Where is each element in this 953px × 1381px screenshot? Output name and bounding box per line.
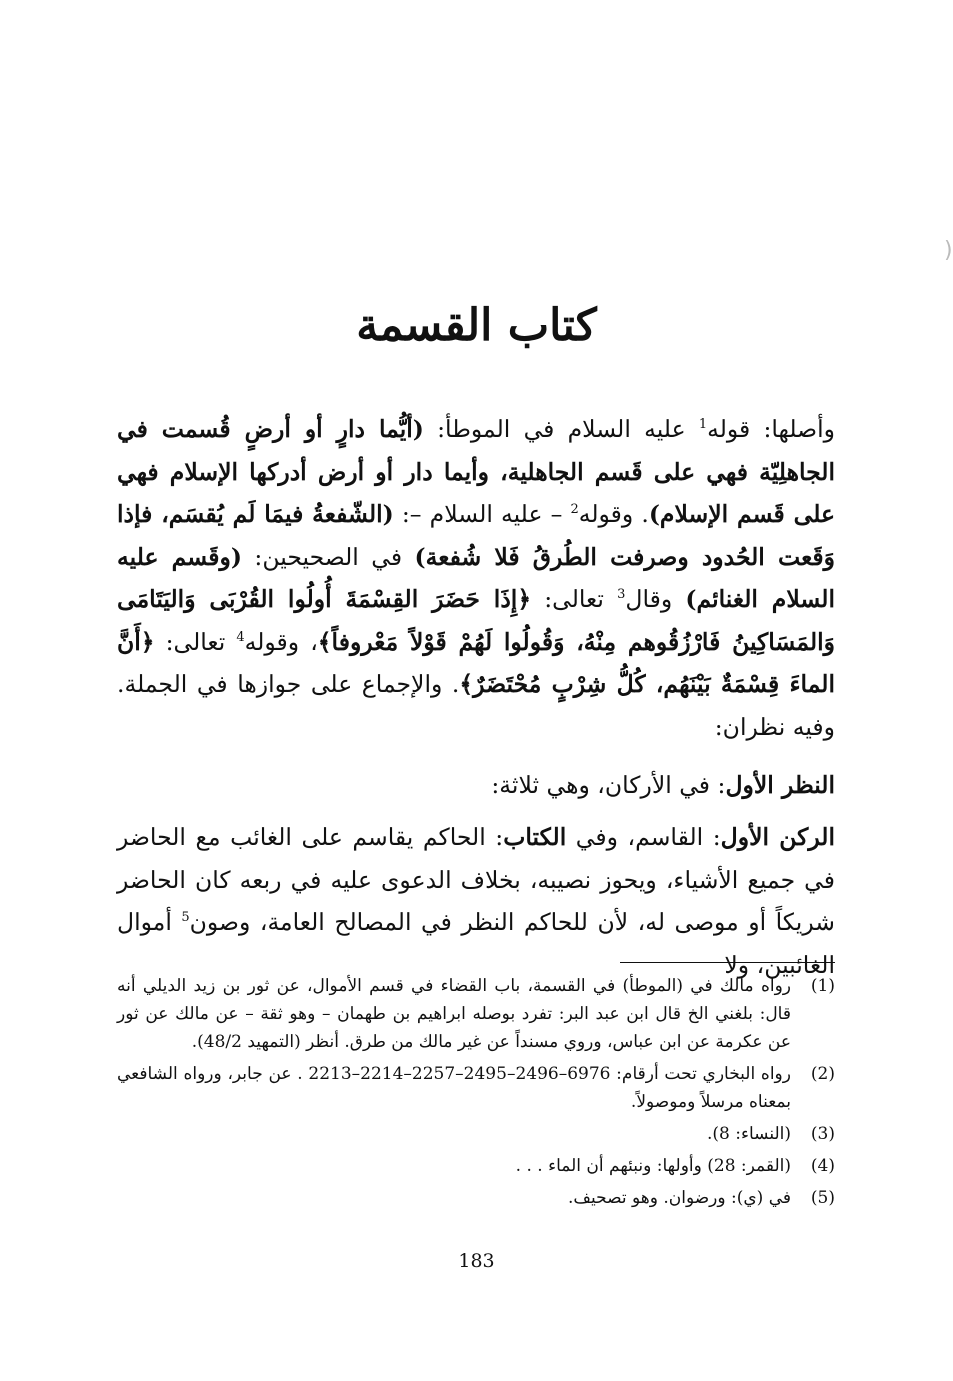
footnote-item	[117, 972, 835, 1056]
pillar-heading: الركن الأول	[720, 823, 835, 851]
footnote-text: رواه البخاري تحت أرقام: 6976–2496–2495–2257–2214–2213 . عن جابر، ورواه الشافعي بمعناه مرسلاً وموصولاً.	[117, 1064, 791, 1112]
intro-text: عليه السلام في الموطأ:	[423, 415, 699, 443]
intro-text: في الصحيحين:	[241, 542, 415, 571]
footnote-divider	[620, 962, 835, 963]
pillar-paragraph	[117, 816, 835, 986]
quran-verse: ﴿إِذَا حَضَرَ القِسْمَةَ أُولُوا القُرْبَى وَاليَتَامَى وَالمَسَاكِينُ فَارْزُقُوهم مِنْهُ، وَقُولُوا لَهُمْ قَوْلاً مَعْروفاً﴾	[117, 585, 835, 656]
footnote-number: (3)	[810, 1124, 835, 1144]
intro-text: وقال	[625, 585, 686, 613]
footnote-number: (1)	[810, 976, 835, 996]
footnotes	[117, 972, 835, 1216]
intro-text: . والإجماع على جوازها في الجملة. وفيه نظران:	[117, 670, 835, 741]
footnote-item	[117, 1152, 835, 1180]
footnote-ref-4: 4	[236, 629, 245, 645]
footnote-text: رواه مالك في (الموطأ) في القسمة، باب القضاء في قسم الأموال، عن ثور بن زيد الديلي أنه قال: بلغني الخ قال ابن عبد البر: تفرد بوصله ابراهيم بن طهمان – وهو ثقة – عن مالك عن ثور عن عكرمة عن ابن عباس، وروي مسنداً عن غير مالك من طرق. أنظر (التمهيد 48/2).	[117, 976, 791, 1052]
intro-text: – عليه السلام –:	[393, 500, 571, 528]
footnote-number: (2)	[810, 1064, 835, 1084]
intro-text: تعالى:	[154, 627, 237, 656]
pillar-text: أموال الغائبين، ولا	[117, 908, 835, 979]
section-heading: النظر الأول	[725, 771, 835, 799]
page-number: 183	[458, 1250, 495, 1272]
intro-text: ، وقوله	[244, 627, 318, 656]
hadith-quote: (أيُّما دارٍ أو أرضٍ قُسمت في الجاهلِيّة فهي على قَسم الجاهلية، وأيما دار أو أرض أدركها الإسلام فهي على قَسم الإسلام)	[117, 415, 835, 528]
pillar-text: : القاسم، وفي	[566, 823, 721, 851]
hadith-quote: (وقَسم عليه السلام الغنائم)	[117, 542, 835, 613]
intro-text: . وقوله	[578, 500, 649, 528]
intro-text: وأصلها: قوله	[707, 415, 836, 443]
footnote-number: (5)	[810, 1188, 835, 1208]
footnote-item	[117, 1060, 835, 1116]
footnote-text: (القمر: 28) وأولها: ونبئهم أن الماء . . .	[515, 1156, 791, 1176]
footnote-ref-5: 5	[181, 910, 190, 926]
footnote-number: (4)	[810, 1156, 835, 1176]
footnote-ref-2: 2	[570, 502, 579, 518]
section-heading-rest: : في الأركان، وهي ثلاثة:	[491, 771, 726, 799]
hadith-quote: (الشّفعةُ فيمَا لَم يُقسَم، فإذا وَقَعت الحُدود وصرفت الطُرقُ فَلا شُفعة)	[117, 500, 835, 571]
section-heading-line	[117, 764, 835, 807]
quran-verse: ﴿أَنَّ الماءَ قِسْمَةٌ بَيْنَهُم، كُلُّ شِرْبٍ مُحْتَضَرٌ﴾	[117, 627, 835, 698]
book-reference: الكتاب	[503, 823, 567, 851]
footnote-ref-1: 1	[698, 417, 708, 433]
chapter-title: كتاب القسمة	[356, 300, 597, 351]
footnote-text: (النساء: 8).	[706, 1124, 791, 1144]
footnote-item	[117, 1120, 835, 1148]
footnote-item	[117, 1184, 835, 1212]
pillar-text: : الحاكم يقاسم على الغائب مع الحاضر في جميع الأشياء، ويحوز نصيبه، بخلاف الدعوى عليه في ربعه كان الحاضر شريكاً أو موصى له، لأن للحاكم النظر في المصالح العامة، وصون	[117, 823, 835, 936]
intro-text: تعالى:	[531, 585, 618, 613]
edge-mark: (	[944, 238, 953, 263]
intro-paragraph	[117, 408, 835, 748]
footnote-text: في (ي): ورضوان. وهو تصحيف.	[568, 1188, 791, 1208]
footnote-ref-3: 3	[617, 587, 626, 603]
